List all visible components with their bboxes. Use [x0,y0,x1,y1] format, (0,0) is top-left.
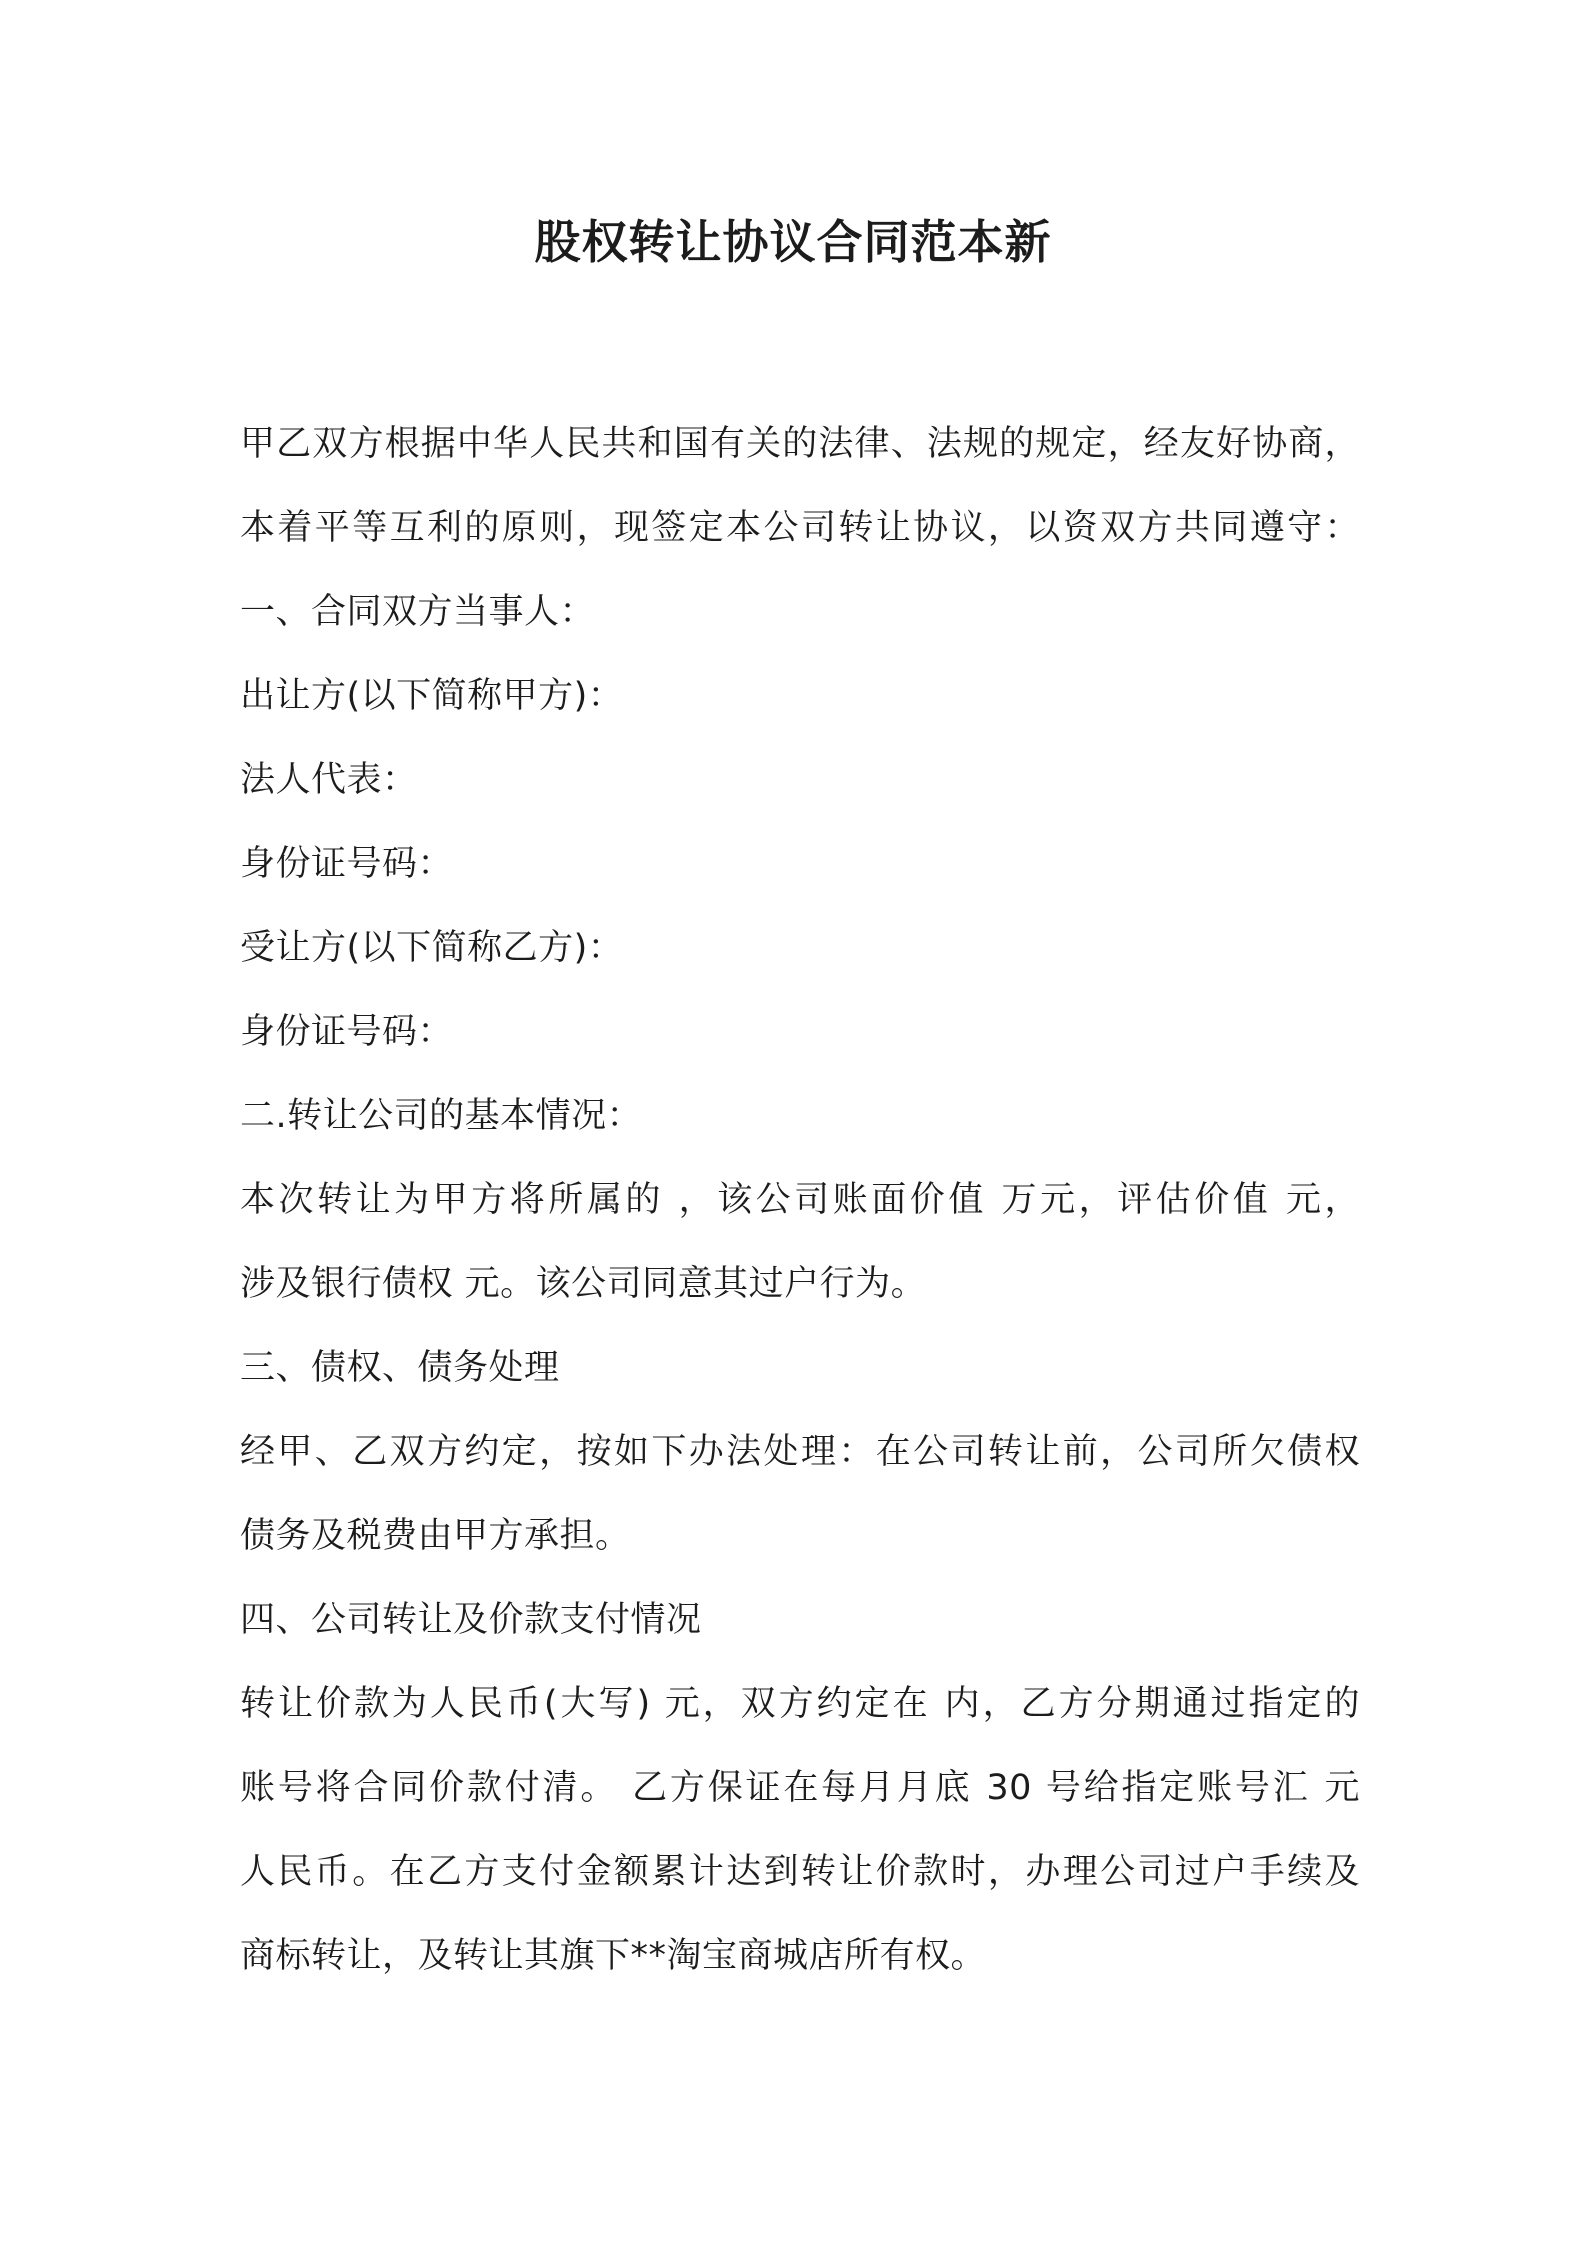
field-label-transferor: 出让方(以下简称甲方)： [240,676,624,716]
document-title: 股权转让协议合同范本新 [534,215,1052,269]
paragraph-line-intro-1: 甲乙双方根据中华人民共和国有关的法律、法规的规定，经友好协商， [240,424,1360,464]
field-label-transferor-id-number: 身份证号码： [240,844,454,884]
paragraph-line-payment-4: 商标转让，及转让其旗下**淘宝商城店所有权。 [240,1936,987,1976]
paragraph-line-debts-1: 经甲、乙双方约定，按如下办法处理：在公司转让前，公司所欠债权 [240,1432,1360,1472]
field-label-legal-representative: 法人代表： [240,760,418,800]
paragraph-line-payment-1: 转让价款为人民币(大写) 元，双方约定在 内，乙方分期通过指定的 [240,1684,1360,1724]
field-label-transferee: 受让方(以下简称乙方)： [240,928,624,968]
paragraph-line-company-info-1: 本次转让为甲方将所属的 ，该公司账面价值 万元，评估价值 元， [240,1180,1360,1220]
paragraph-line-intro-2: 本着平等互利的原则，现签定本公司转让协议，以资双方共同遵守： [240,508,1360,548]
paragraph-line-company-info-2: 涉及银行债权 元。该公司同意其过户行为。 [240,1264,927,1304]
section-heading-parties: 一、合同双方当事人： [240,592,596,632]
paragraph-line-debts-2: 债务及税费由甲方承担。 [240,1516,631,1556]
document-body [240,402,1360,1998]
field-label-transferee-id-number: 身份证号码： [240,1012,454,1052]
section-heading-payment: 四、公司转让及价款支付情况 [240,1600,702,1640]
section-heading-debts: 三、债权、债务处理 [240,1348,560,1388]
paragraph-line-payment-2: 账号将合同价款付清。 乙方保证在每月月底 30 号给指定账号汇 元 [240,1768,1360,1808]
paragraph-line-payment-3: 人民币。在乙方支付金额累计达到转让价款时，办理公司过户手续及 [240,1852,1360,1892]
section-heading-company-info: 二.转让公司的基本情况： [240,1096,643,1136]
